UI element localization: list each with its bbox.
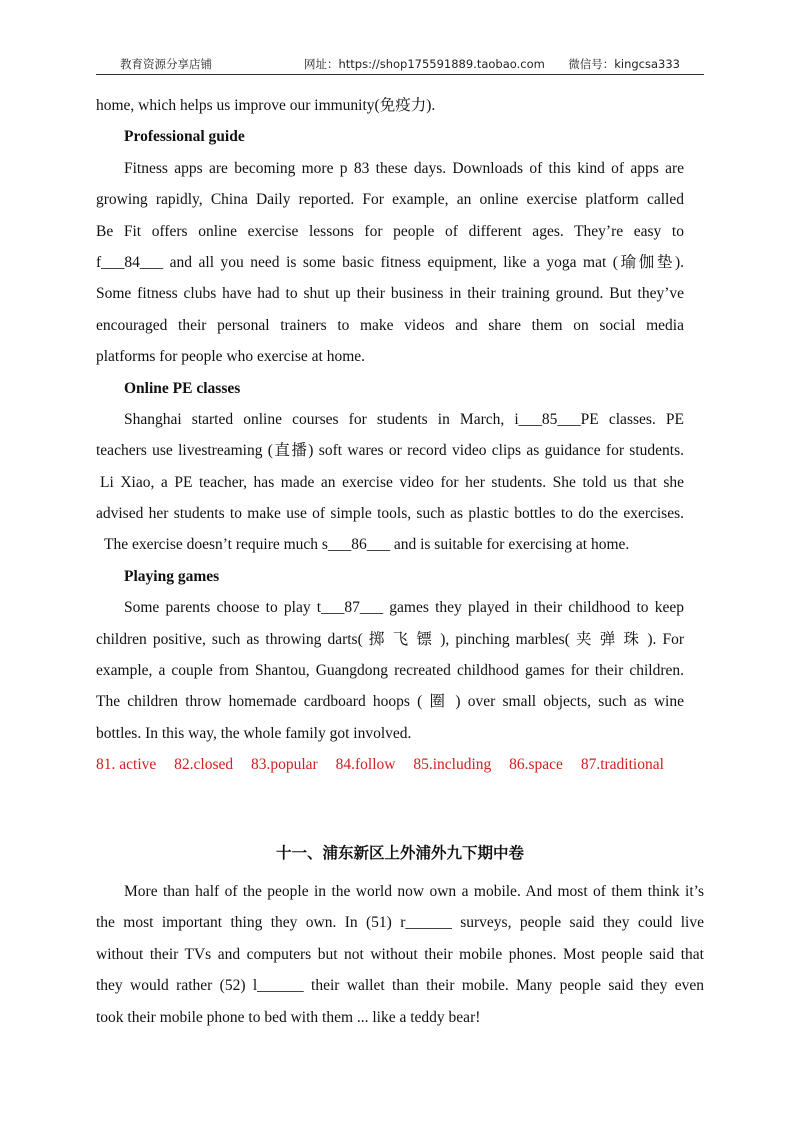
page-header — [96, 56, 704, 74]
passage-line: the most important thing they own. In (51) r______ surveys, people said they could live — [96, 914, 704, 932]
passage-line: home, which helps us improve our immunity(免疫力). — [96, 97, 436, 114]
header-shop-name: 教育资源分享店铺 — [120, 57, 212, 71]
passage-line: example, a couple from Shantou, Guangdong recreated childhood games for their children. — [96, 662, 684, 680]
section-heading: Professional guide — [124, 128, 245, 146]
answer-item: 85.including — [413, 756, 492, 774]
answer-item: 86.space — [509, 756, 563, 774]
passage-body — [96, 90, 684, 781]
passage-line: without their TVs and computers but not without their mobile phones. Most people said that — [96, 945, 704, 963]
passage-line: Some parents choose to play t___87___ games they played in their childhood to keep — [124, 599, 684, 617]
passage-line: bottles. In this way, the whole family got involved. — [96, 724, 412, 742]
passage-line: The children throw homemade cardboard hoops ( 圈 ) over small objects, such as wine — [96, 693, 684, 711]
answer-item: 83.popular — [251, 756, 318, 774]
header-wechat: 微信号：kingcsa333 — [568, 57, 680, 71]
passage-line: they would rather (52) l______ their wallet than their mobile. Many people said they even — [96, 977, 704, 995]
section-heading: Playing games — [124, 567, 220, 585]
passage-line: Shanghai started online courses for students in March, i___85___PE classes. PE — [124, 410, 684, 428]
section-title: 十一、浦东新区上外浦外九下期中卷 — [275, 844, 524, 862]
header-divider — [96, 74, 704, 75]
passage-line: Fitness apps are becoming more p 83 these days. Downloads of this kind of apps are — [124, 159, 684, 177]
passage-line: More than half of the people in the world now own a mobile. And most of them think it’s — [124, 883, 704, 900]
section-body — [96, 876, 704, 1033]
passage-line: encouraged their personal trainers to make videos and share them on social media — [96, 316, 684, 334]
answer-key — [96, 749, 684, 780]
answer-item: 87.traditional — [580, 756, 664, 774]
passage-line: teachers use livestreaming (直播) soft wares or record video clips as guidance for students. — [96, 442, 684, 460]
section-heading: Online PE classes — [124, 379, 241, 397]
answer-item: 84.follow — [335, 756, 396, 774]
passage-line: Be Fit offers online exercise lessons for people of different ages. They’re easy to — [96, 222, 684, 240]
passage-line: growing rapidly, China Daily reported. For example, an online exercise platform called — [96, 191, 684, 209]
passage-line: f___84___ and all you need is some basic fitness equipment, like a yoga mat (瑜伽垫). — [96, 253, 684, 271]
passage-line: advised her students to make use of simple tools, such as plastic bottles to do the exercises. — [96, 505, 684, 523]
passage-line: Li Xiao, a PE teacher, has made an exercise video for her students. She told us that she — [100, 473, 684, 491]
header-url: 网址：https://shop175591889.taobao.com — [304, 57, 545, 71]
answer-item: 82.closed — [174, 756, 234, 774]
passage-line: children positive, such as throwing darts( 掷 飞 镖 ), pinching marbles( 夹 弹 珠 ). For — [96, 630, 684, 648]
answer-item: 81. active — [96, 756, 157, 774]
passage-line: Some fitness clubs have had to shut up their business in their training ground. But they’ve — [96, 285, 684, 303]
passage-line: took their mobile phone to bed with them ... like a teddy bear! — [96, 1008, 481, 1026]
passage-line: The exercise doesn’t require much s___86___ and is suitable for exercising at home. — [104, 536, 630, 554]
passage-line: platforms for people who exercise at home. — [96, 348, 366, 366]
